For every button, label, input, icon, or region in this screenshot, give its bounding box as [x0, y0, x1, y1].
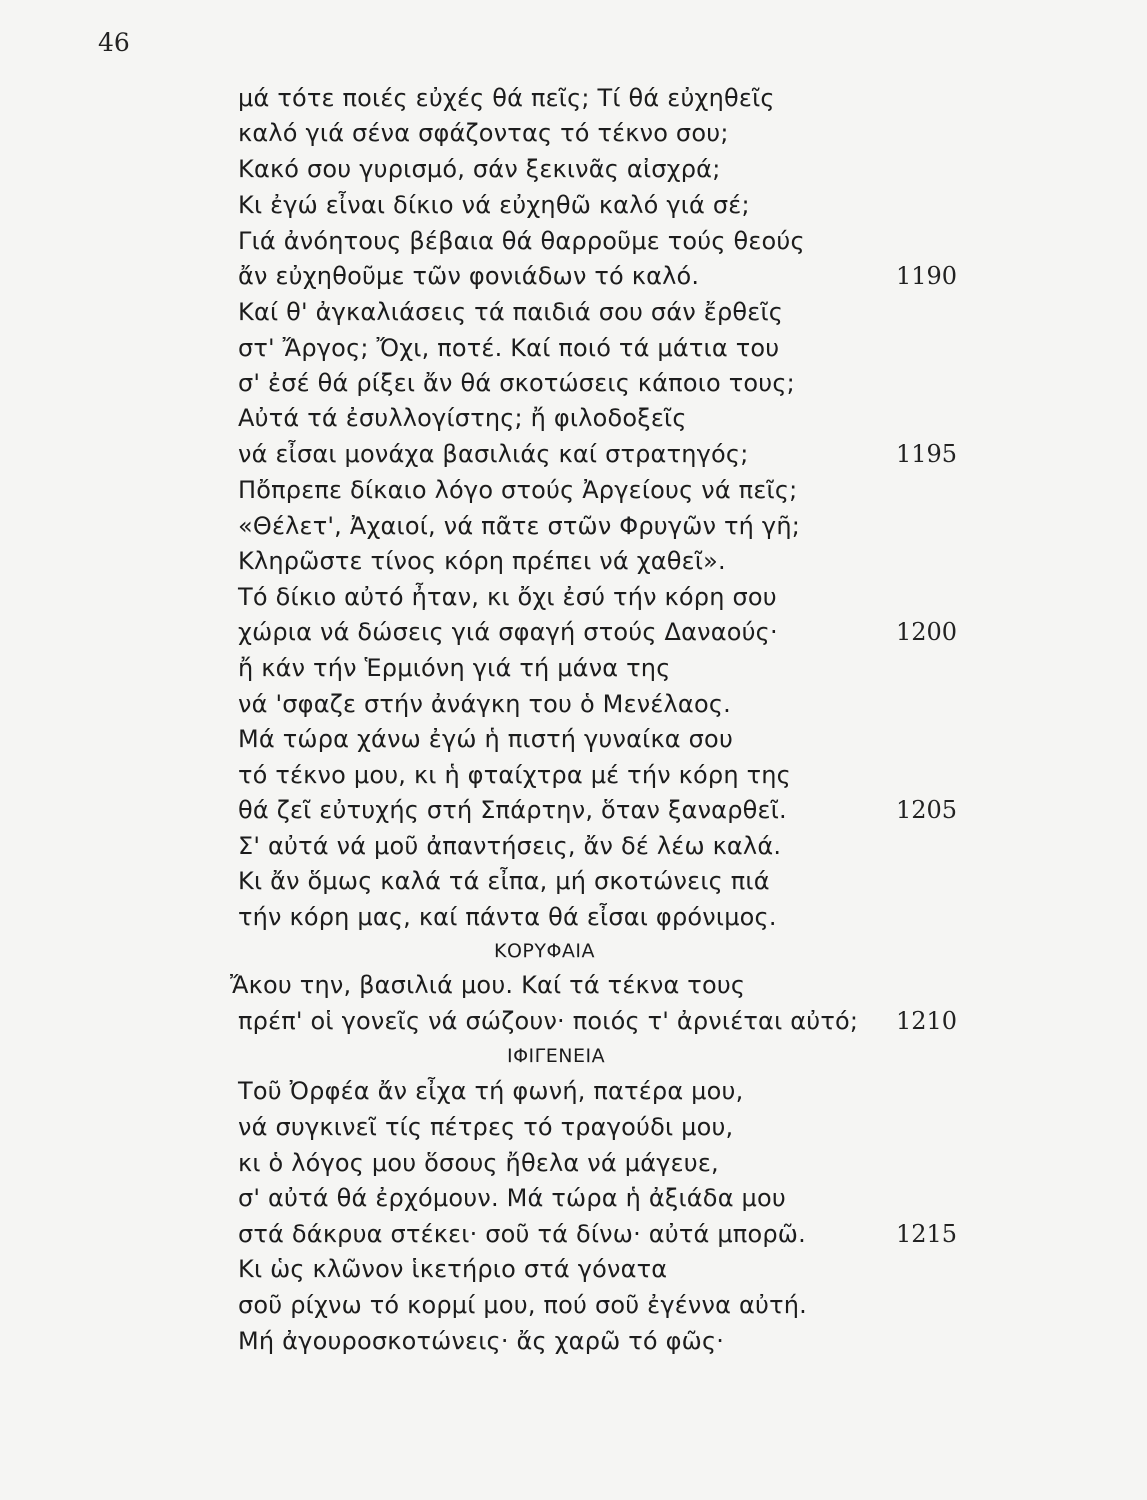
verse-line: Κακό σου γυρισμό, σάν ξεκινᾶς αἰσχρά; — [238, 155, 721, 183]
verse-number: 1190 — [896, 262, 958, 290]
verse-line: σ' ἐσέ θά ρίξει ἄν θά σκοτώσεις κάποιο τους; — [238, 369, 795, 397]
verse-line: στ' Ἄργος; Ὄχι, ποτέ. Καί ποιό τά μάτια του — [238, 334, 780, 362]
verse-line: νά 'σφαζε στήν ἀνάγκη του ὁ Μενέλαος. — [238, 690, 731, 718]
page-number: 46 — [98, 28, 130, 57]
verse-line: στά δάκρυα στέκει· σοῦ τά δίνω· αὐτά μπορῶ. — [238, 1220, 806, 1248]
verse-line: Σ' αὐτά νά μοῦ ἀπαντήσεις, ἄν δέ λέω καλά. — [238, 832, 782, 860]
verse-line: Καί θ' ἀγκαλιάσεις τά παιδιά σου σάν ἔρθεῖς — [238, 298, 784, 326]
verse-number: 1200 — [896, 618, 958, 646]
verse-line: ἄν εὐχηθοῦμε τῶν φονιάδων τό καλό. — [238, 262, 700, 290]
verse-line: τό τέκνο μου, κι ἡ φταίχτρα μέ τήν κόρη της — [238, 761, 791, 789]
verse-line: «Θέλετ', Ἀχαιοί, νά πᾶτε στῶν Φρυγῶν τή γῆ; — [238, 512, 801, 540]
verse-line: Κι ἐγώ εἶναι δίκιο νά εὐχηθῶ καλό γιά σέ; — [238, 191, 750, 219]
verse-line: Αὐτά τά ἐσυλλογίστης; ἤ φιλοδοξεῖς — [238, 404, 687, 432]
verse-line: Μά τώρα χάνω ἐγώ ἡ πιστή γυναίκα σου — [238, 725, 734, 753]
verse-line: τήν κόρη μας, καί πάντα θά εἶσαι φρόνιμος. — [238, 903, 777, 931]
verse-line: χώρια νά δώσεις γιά σφαγή στούς Δαναούς· — [238, 618, 778, 646]
verse-line: νά συγκινεῖ τίς πέτρες τό τραγούδι μου, — [238, 1113, 734, 1141]
verse-line: σ' αὐτά θά ἐρχόμουν. Μά τώρα ἡ ἀξιάδα μου — [238, 1184, 786, 1212]
verse-line: Κι ἄν ὅμως καλά τά εἶπα, μή σκοτώνεις πιά — [238, 867, 770, 895]
verse-line: Τοῦ Ὀρφέα ἄν εἶχα τή φωνή, πατέρα μου, — [238, 1077, 744, 1105]
speaker-heading-koryfaia: ΚΟΡΥΦΑΙΑ — [494, 940, 596, 962]
verse-line: πρέπ' οἱ γονεῖς νά σώζουν· ποιός τ' ἀρνιέται αὐτό; — [238, 1007, 859, 1035]
verse-line: Γιά ἀνόητους βέβαια θά θαρροῦμε τούς θεούς — [238, 227, 805, 255]
verse-line: Μή ἀγουροσκοτώνεις· ἄς χαρῶ τό φῶς· — [238, 1327, 725, 1355]
verse-line: ἤ κάν τήν Ἑρμιόνη γιά τή μάνα της — [238, 654, 671, 682]
verse-line: θά ζεῖ εὐτυχής στή Σπάρτην, ὅταν ξαναρθεῖ. — [238, 796, 787, 824]
speaker-heading-ifigeneia: ΙΦΙΓΕΝΕΙΑ — [507, 1045, 606, 1067]
verse-line: Κι ὡς κλῶνον ἱκετήριο στά γόνατα — [238, 1255, 668, 1283]
verse-line: καλό γιά σένα σφάζοντας τό τέκνο σου; — [238, 119, 729, 147]
verse-line: σοῦ ρίχνω τό κορμί μου, πού σοῦ ἐγέννα αὐτή. — [238, 1291, 807, 1319]
verse-line: μά τότε ποιές εὐχές θά πεῖς; Τί θά εὐχηθεῖς — [238, 84, 775, 112]
verse-line: νά εἶσαι μονάχα βασιλιάς καί στρατηγός; — [238, 440, 749, 468]
verse-line: Τό δίκιο αὐτό ἦταν, κι ὄχι ἐσύ τήν κόρη σου — [238, 583, 777, 611]
verse-number: 1205 — [896, 796, 958, 824]
verse-line: κι ὁ λόγος μου ὅσους ἤθελα νά μάγευε, — [238, 1149, 719, 1177]
verse-number: 1210 — [896, 1007, 958, 1035]
verse-line: Πὄπρεπε δίκαιο λόγο στούς Ἀργείους νά πεῖς; — [238, 476, 798, 504]
verse-line: Ἄκου την, βασιλιά μου. Καί τά τέκνα τους — [230, 971, 746, 999]
verse-number: 1195 — [896, 440, 958, 468]
verse-line: Κληρῶστε τίνος κόρη πρέπει νά χαθεῖ». — [238, 547, 726, 575]
verse-number: 1215 — [896, 1220, 958, 1248]
